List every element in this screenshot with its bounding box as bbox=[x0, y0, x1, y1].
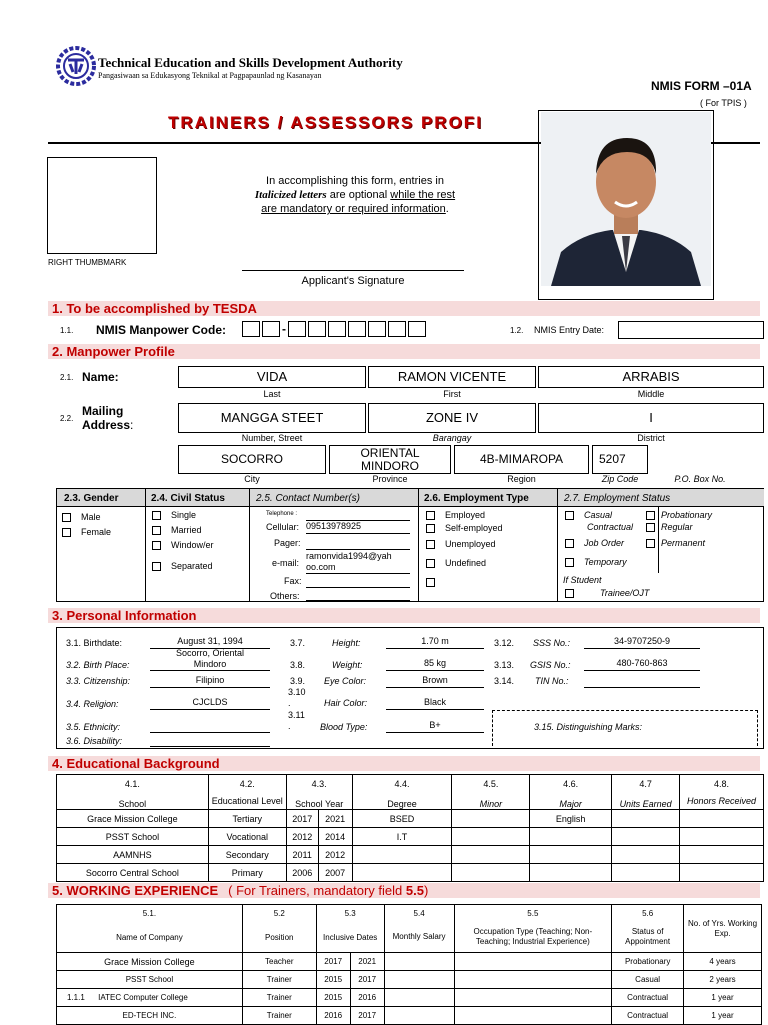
table-row bbox=[57, 846, 764, 864]
cell: Contractual bbox=[612, 989, 684, 1007]
thumbmark-label: RIGHT THUMBMARK bbox=[48, 258, 127, 267]
section-1-title: 1. To be accomplished by TESDA bbox=[48, 301, 760, 316]
cell: 2012 bbox=[318, 846, 352, 864]
cell: 2012 bbox=[286, 828, 318, 846]
col-header: Occupation Type (Teaching; Non-Teaching; Industrial Experience) bbox=[454, 922, 612, 953]
item-1-1-num: 1.1. bbox=[60, 326, 74, 335]
table-row bbox=[57, 864, 764, 882]
telephone-field[interactable] bbox=[306, 510, 410, 521]
civil-separated[interactable] bbox=[152, 559, 214, 574]
col-num: 5.3 bbox=[316, 905, 384, 923]
email-label: e-mail: bbox=[272, 558, 300, 568]
hair-label: Hair Color: bbox=[324, 698, 368, 708]
section-2-title: 2. Manpower Profile bbox=[48, 344, 760, 359]
col-num: 4.8. bbox=[680, 775, 764, 793]
col-header: School bbox=[57, 792, 209, 810]
option-label: Casual bbox=[584, 510, 613, 520]
cell bbox=[452, 810, 530, 828]
instructions-line2 bbox=[220, 188, 490, 202]
applicant-photo bbox=[541, 112, 711, 286]
gender-female[interactable] bbox=[62, 525, 111, 540]
cell: Teacher bbox=[242, 953, 316, 971]
emp-undefined[interactable] bbox=[426, 557, 503, 570]
others-field[interactable] bbox=[306, 589, 410, 601]
zip-label: Zip Code bbox=[601, 474, 639, 484]
cell bbox=[454, 989, 612, 1007]
first-label: First bbox=[443, 389, 461, 399]
signature-line[interactable] bbox=[242, 270, 464, 271]
col-header: Name of Company bbox=[57, 922, 243, 953]
address-label-1: Mailing bbox=[82, 404, 124, 418]
section-5-note: ( For Trainers, mandatory field bbox=[228, 883, 406, 898]
cell bbox=[384, 1007, 454, 1025]
middle-name-field[interactable]: ARRABIS bbox=[538, 366, 764, 388]
education-header-row bbox=[57, 775, 764, 793]
education-table bbox=[56, 774, 764, 882]
hair-field[interactable]: Black bbox=[386, 697, 484, 710]
option-label: Self-employed bbox=[445, 523, 503, 533]
checkbox[interactable] bbox=[426, 559, 435, 568]
cell: 2017 bbox=[350, 1007, 384, 1025]
cell bbox=[384, 989, 454, 1007]
telephone-label: Telephone : bbox=[266, 511, 298, 517]
tin-field[interactable] bbox=[584, 675, 700, 688]
emp-employed[interactable] bbox=[426, 509, 503, 522]
pobox-field[interactable] bbox=[650, 445, 764, 474]
education-header-labels bbox=[57, 792, 764, 810]
tin-label: TIN No.: bbox=[535, 676, 569, 686]
cell: 1 year bbox=[684, 989, 762, 1007]
checkbox[interactable] bbox=[565, 539, 574, 548]
cell bbox=[680, 810, 764, 828]
tesda-logo bbox=[56, 46, 96, 86]
instructions-line3 bbox=[220, 202, 490, 216]
civil-single[interactable] bbox=[152, 508, 214, 523]
weight-label: Weight: bbox=[332, 660, 363, 670]
item-3-11-num-b: . bbox=[288, 721, 291, 731]
item-1-2-num: 1.2. bbox=[510, 326, 524, 335]
col-num: 4.3. bbox=[286, 775, 352, 793]
col-num: 4.4. bbox=[352, 775, 452, 793]
civil-married[interactable] bbox=[152, 523, 214, 538]
manpower-code-field[interactable] bbox=[242, 321, 428, 337]
cell: 1 year bbox=[684, 1007, 762, 1025]
italic-text: Italicized letters bbox=[254, 189, 327, 201]
cellular-field[interactable]: 09513978925 bbox=[306, 521, 410, 534]
blood-label: Blood Type: bbox=[320, 722, 368, 732]
address-label-2 bbox=[82, 418, 133, 432]
checkbox[interactable] bbox=[62, 513, 71, 522]
cell: 1.1.1 IATEC Computer College bbox=[57, 989, 243, 1007]
cell: Grace Mission College bbox=[57, 953, 243, 971]
col-num: 4.2. bbox=[208, 775, 286, 793]
citizenship-label: 3.3. Citizenship: bbox=[66, 676, 131, 686]
cell: 2017 bbox=[350, 971, 384, 989]
experience-header-labels bbox=[57, 922, 762, 953]
signature-label: Applicant's Signature bbox=[301, 275, 405, 287]
cell bbox=[384, 971, 454, 989]
form-title: TRAINERS / ASSESSORS PROFI bbox=[168, 113, 483, 132]
checkbox[interactable] bbox=[426, 540, 435, 549]
col-num: 4.7 bbox=[612, 775, 680, 793]
pager-label: Pager: bbox=[274, 538, 301, 548]
table-row bbox=[57, 810, 764, 828]
status-job-order[interactable] bbox=[565, 537, 633, 549]
emp-status-col-b bbox=[646, 509, 712, 549]
item-3-10-num bbox=[288, 687, 306, 709]
email-line1: ramonvida1994@yah bbox=[306, 551, 392, 561]
status-trainee[interactable] bbox=[565, 588, 649, 598]
religion-field[interactable]: CJCLDS bbox=[150, 697, 270, 710]
col-header: No. of Yrs. Working Exp. bbox=[684, 905, 762, 953]
option-label: Window/er bbox=[171, 540, 214, 550]
cell bbox=[530, 864, 612, 882]
street-field[interactable]: MANGGA STEET bbox=[178, 403, 366, 433]
status-contractual: Contractual bbox=[587, 522, 634, 532]
item-3-11-num-a: 3.11 bbox=[288, 710, 305, 720]
cell: PSST School bbox=[57, 971, 243, 989]
cell bbox=[384, 953, 454, 971]
status-regular[interactable] bbox=[646, 521, 712, 533]
cellular-label: Cellular: bbox=[266, 522, 300, 532]
option-label: Employed bbox=[445, 510, 486, 520]
cell: 2 years bbox=[684, 971, 762, 989]
emp-type-options bbox=[426, 509, 503, 589]
district-field[interactable]: I bbox=[538, 403, 764, 433]
birthplace-line1: Socorro, Oriental bbox=[175, 648, 245, 658]
option-label: Probationary bbox=[661, 510, 713, 520]
cell: Primary bbox=[208, 864, 286, 882]
address-colon: : bbox=[130, 418, 134, 432]
checkbox[interactable] bbox=[152, 562, 161, 571]
emp-blank[interactable] bbox=[426, 576, 503, 589]
ethnicity-label: 3.5. Ethnicity: bbox=[66, 722, 121, 732]
cell: English bbox=[530, 810, 612, 828]
instructions-underlined: while the rest bbox=[390, 189, 456, 201]
col-num: 4.5. bbox=[452, 775, 530, 793]
col-num: 5.4 bbox=[384, 905, 454, 923]
citizenship-field[interactable]: Filipino bbox=[150, 675, 270, 688]
cell: 4 years bbox=[684, 953, 762, 971]
table-row bbox=[57, 953, 762, 971]
checkbox[interactable] bbox=[152, 511, 161, 520]
checkbox[interactable] bbox=[426, 511, 435, 520]
marks-label: 3.15. Distinguishing Marks: bbox=[534, 722, 643, 732]
sss-label: SSS No.: bbox=[533, 638, 571, 648]
cell bbox=[452, 846, 530, 864]
option-label: Single bbox=[171, 510, 197, 520]
last-label: Last bbox=[263, 389, 281, 399]
checkbox[interactable] bbox=[646, 511, 655, 520]
city-label: City bbox=[244, 474, 260, 484]
cell: ED-TECH INC. bbox=[57, 1007, 243, 1025]
ethnicity-field[interactable] bbox=[150, 720, 270, 733]
cell: 2016 bbox=[350, 989, 384, 1007]
experience-header-row bbox=[57, 905, 762, 923]
col-num: 4.1. bbox=[57, 775, 209, 793]
height-field[interactable]: 1.70 m bbox=[386, 636, 484, 649]
city-field[interactable]: SOCORRO bbox=[178, 445, 326, 474]
disability-label: 3.6. Disability: bbox=[66, 736, 123, 746]
option-label: Trainee/OJT bbox=[600, 588, 650, 598]
instructions-mandatory: are mandatory or required information bbox=[261, 203, 446, 215]
height-label: Height: bbox=[332, 638, 361, 648]
emp-status-col-a bbox=[565, 509, 633, 568]
item-3-9-num: 3.9. bbox=[290, 676, 306, 686]
section-5-title bbox=[48, 883, 760, 898]
street-label: Number, Street bbox=[241, 433, 303, 443]
zip-field[interactable]: 5207 bbox=[592, 445, 648, 474]
cell: AAMNHS bbox=[57, 846, 209, 864]
barangay-label: Barangay bbox=[432, 433, 472, 443]
cell bbox=[612, 810, 680, 828]
item-3-14-num: 3.14. bbox=[494, 676, 515, 686]
option-label: Undefined bbox=[445, 558, 487, 568]
contact-title: 2.5. Contact Number(s) bbox=[256, 493, 360, 504]
cell bbox=[680, 846, 764, 864]
checkbox[interactable] bbox=[62, 528, 71, 537]
birthplace-label: 3.2. Birth Place: bbox=[66, 660, 130, 670]
gender-options bbox=[62, 510, 111, 540]
emp-self-employed[interactable] bbox=[426, 522, 503, 535]
checkbox[interactable] bbox=[152, 526, 161, 535]
cell: 2006 bbox=[286, 864, 318, 882]
cell: Trainer bbox=[242, 1007, 316, 1025]
cell bbox=[454, 1007, 612, 1025]
table-row bbox=[57, 989, 762, 1007]
gender-title: 2.3. Gender bbox=[64, 493, 119, 504]
col-num: 5.5 bbox=[454, 905, 612, 923]
checkbox[interactable] bbox=[152, 541, 161, 550]
province-field[interactable]: ORIENTAL MINDORO bbox=[329, 445, 451, 474]
disability-field[interactable] bbox=[150, 734, 270, 747]
others-label: Others: bbox=[270, 591, 300, 601]
item-3-8-num: 3.8. bbox=[290, 660, 306, 670]
checkbox[interactable] bbox=[646, 539, 655, 548]
cell: 2021 bbox=[350, 953, 384, 971]
item-3-13-num: 3.13. bbox=[494, 660, 515, 670]
section-5-note-bold: 5.5 bbox=[405, 883, 424, 898]
entry-date-label: NMIS Entry Date: bbox=[534, 325, 605, 335]
col-header: Major bbox=[530, 792, 612, 810]
col-header: Status of Appointment bbox=[612, 922, 684, 953]
cell: Contractual bbox=[612, 1007, 684, 1025]
cell: 2015 bbox=[316, 971, 350, 989]
section-5-note-end: ) bbox=[423, 883, 429, 898]
status-temporary[interactable] bbox=[565, 556, 633, 568]
email-line2: oo.com bbox=[306, 562, 336, 572]
emp-unemployed[interactable] bbox=[426, 538, 503, 551]
col-header: Position bbox=[242, 922, 316, 953]
item-3-12-num: 3.12. bbox=[494, 638, 515, 648]
sss-field[interactable]: 34-9707250-9 bbox=[584, 636, 700, 649]
cell: Trainer bbox=[242, 971, 316, 989]
cell: Tertiary bbox=[208, 810, 286, 828]
address-label-2-text: Address bbox=[82, 418, 131, 432]
table-row bbox=[57, 971, 762, 989]
region-field[interactable]: 4B-MIMAROPA bbox=[454, 445, 589, 474]
cell bbox=[352, 864, 452, 882]
cell bbox=[530, 846, 612, 864]
section-3-title: 3. Personal Information bbox=[48, 608, 760, 623]
table-row bbox=[57, 1007, 762, 1025]
cell bbox=[452, 828, 530, 846]
option-label: Female bbox=[81, 527, 112, 537]
cell bbox=[680, 828, 764, 846]
cell: BSED bbox=[352, 810, 452, 828]
cell: 2016 bbox=[316, 1007, 350, 1025]
item-3-10-num-b: . bbox=[288, 698, 291, 708]
gsis-label: GSIS No.: bbox=[530, 660, 571, 670]
cell: PSST School bbox=[57, 828, 209, 846]
cell: Secondary bbox=[208, 846, 286, 864]
checkbox[interactable] bbox=[426, 578, 435, 587]
option-label: Separated bbox=[171, 561, 213, 571]
agency-name: Technical Education and Skills Development Authority bbox=[98, 55, 403, 70]
gsis-field[interactable]: 480-760-863 bbox=[584, 658, 700, 671]
birthplace-line2: Mindoro bbox=[193, 659, 227, 669]
province-label: Province bbox=[372, 474, 408, 484]
col-num: 5.6 bbox=[612, 905, 684, 923]
middle-label: Middle bbox=[637, 389, 665, 399]
cell: Socorro Central School bbox=[57, 864, 209, 882]
option-label: Unemployed bbox=[445, 539, 496, 549]
col-num: 4.6. bbox=[530, 775, 612, 793]
item-2-1-num: 2.1. bbox=[60, 373, 74, 382]
item-3-10-num-a: 3.10 bbox=[288, 687, 306, 697]
last-name-field[interactable]: VIDA bbox=[178, 366, 366, 388]
col-header: Units Earned bbox=[612, 792, 680, 810]
email-field[interactable] bbox=[306, 551, 410, 574]
cell bbox=[680, 864, 764, 882]
option-label: Job Order bbox=[584, 538, 625, 548]
birthdate-label: 3.1. Birthdate: bbox=[66, 638, 123, 648]
cell bbox=[452, 864, 530, 882]
cell: 2017 bbox=[286, 810, 318, 828]
cell: 2007 bbox=[318, 864, 352, 882]
religion-label: 3.4. Religion: bbox=[66, 699, 119, 709]
item-2-2-num: 2.2. bbox=[60, 414, 74, 423]
region-label: Region bbox=[507, 474, 536, 484]
section-5-title-text: 5. WORKING EXPERIENCE bbox=[52, 883, 219, 898]
cell: 2011 bbox=[286, 846, 318, 864]
manpower-code-label: NMIS Manpower Code: bbox=[96, 323, 227, 337]
birthdate-field[interactable]: August 31, 1994 bbox=[150, 636, 270, 649]
option-label: Temporary bbox=[584, 557, 627, 567]
civil-title: 2.4. Civil Status bbox=[151, 493, 225, 504]
cell bbox=[352, 846, 452, 864]
birthplace-field[interactable] bbox=[150, 648, 270, 671]
pobox-label: P.O. Box No. bbox=[674, 474, 726, 484]
cell: Grace Mission College bbox=[57, 810, 209, 828]
col-header: School Year bbox=[286, 792, 352, 810]
district-label: District bbox=[637, 433, 665, 443]
civil-options bbox=[152, 508, 214, 574]
col-num: 5.1. bbox=[57, 905, 243, 923]
name-label: Name: bbox=[82, 370, 119, 384]
instructions bbox=[220, 174, 490, 216]
checkbox[interactable] bbox=[426, 524, 435, 533]
checkbox[interactable] bbox=[565, 511, 574, 520]
cell: Casual bbox=[612, 971, 684, 989]
cell bbox=[612, 864, 680, 882]
option-label: Regular bbox=[661, 522, 693, 532]
experience-table bbox=[56, 904, 762, 1025]
item-3-11-num bbox=[288, 710, 305, 732]
checkbox[interactable] bbox=[565, 589, 574, 598]
cell: 2017 bbox=[316, 953, 350, 971]
gender-male[interactable] bbox=[62, 510, 111, 525]
emp-status-title: 2.7. Employment Status bbox=[564, 493, 671, 504]
address-label bbox=[82, 404, 133, 432]
cell bbox=[454, 971, 612, 989]
status-permanent[interactable] bbox=[646, 537, 712, 549]
cell: 2014 bbox=[318, 828, 352, 846]
option-label: Permanent bbox=[661, 538, 706, 548]
table-row bbox=[57, 828, 764, 846]
col-header: Inclusive Dates bbox=[316, 922, 384, 953]
option-label: Married bbox=[171, 525, 202, 535]
option-label: Male bbox=[81, 512, 101, 522]
form-for: ( For TPIS ) bbox=[700, 98, 747, 108]
col-header: Educational Level bbox=[208, 792, 286, 810]
checkbox[interactable] bbox=[646, 523, 655, 532]
item-3-7-num: 3.7. bbox=[290, 638, 306, 648]
section-4-title: 4. Educational Background bbox=[48, 756, 760, 771]
checkbox[interactable] bbox=[565, 558, 574, 567]
first-name-field[interactable]: RAMON VICENTE bbox=[368, 366, 536, 388]
instructions-period: . bbox=[445, 203, 449, 215]
col-header: Minor bbox=[452, 792, 530, 810]
pager-field[interactable] bbox=[306, 537, 410, 550]
barangay-field[interactable]: ZONE IV bbox=[368, 403, 536, 433]
cell: Vocational bbox=[208, 828, 286, 846]
civil-widower[interactable] bbox=[152, 538, 214, 553]
instructions-plain: are optional bbox=[326, 189, 391, 201]
cell: I.T bbox=[352, 828, 452, 846]
entry-date-field[interactable] bbox=[618, 321, 764, 339]
fax-label: Fax: bbox=[284, 576, 302, 586]
emp-type-title: 2.6. Employment Type bbox=[424, 493, 529, 504]
cell: Probationary bbox=[612, 953, 684, 971]
col-num: 5.2 bbox=[242, 905, 316, 923]
cell: 2015 bbox=[316, 989, 350, 1007]
cell bbox=[454, 953, 612, 971]
form-number: NMIS FORM –01A bbox=[651, 79, 752, 93]
code-dash: - bbox=[282, 322, 286, 336]
instructions-line1: In accomplishing this form, entries in bbox=[266, 175, 444, 187]
cell: Trainer bbox=[242, 989, 316, 1007]
cell bbox=[612, 846, 680, 864]
agency-tagline: Pangasiwaan sa Edukasyong Teknikal at Pagpapaunlad ng Kasanayan bbox=[98, 71, 322, 80]
cell bbox=[612, 828, 680, 846]
col-header: Degree bbox=[352, 792, 452, 810]
cell bbox=[530, 828, 612, 846]
eye-label: Eye Color: bbox=[324, 676, 367, 686]
fax-field[interactable] bbox=[306, 576, 410, 588]
thumbmark-box bbox=[47, 157, 157, 254]
status-casual[interactable] bbox=[565, 509, 633, 521]
weight-field[interactable]: 85 kg bbox=[386, 658, 484, 671]
status-probationary[interactable] bbox=[646, 509, 712, 521]
col-header: Honors Received bbox=[680, 792, 764, 810]
col-header: Monthly Salary bbox=[384, 922, 454, 953]
cell: 2021 bbox=[318, 810, 352, 828]
eye-field[interactable]: Brown bbox=[386, 675, 484, 688]
blood-field[interactable]: B+ bbox=[386, 720, 484, 733]
if-student-label: If Student bbox=[563, 575, 602, 585]
